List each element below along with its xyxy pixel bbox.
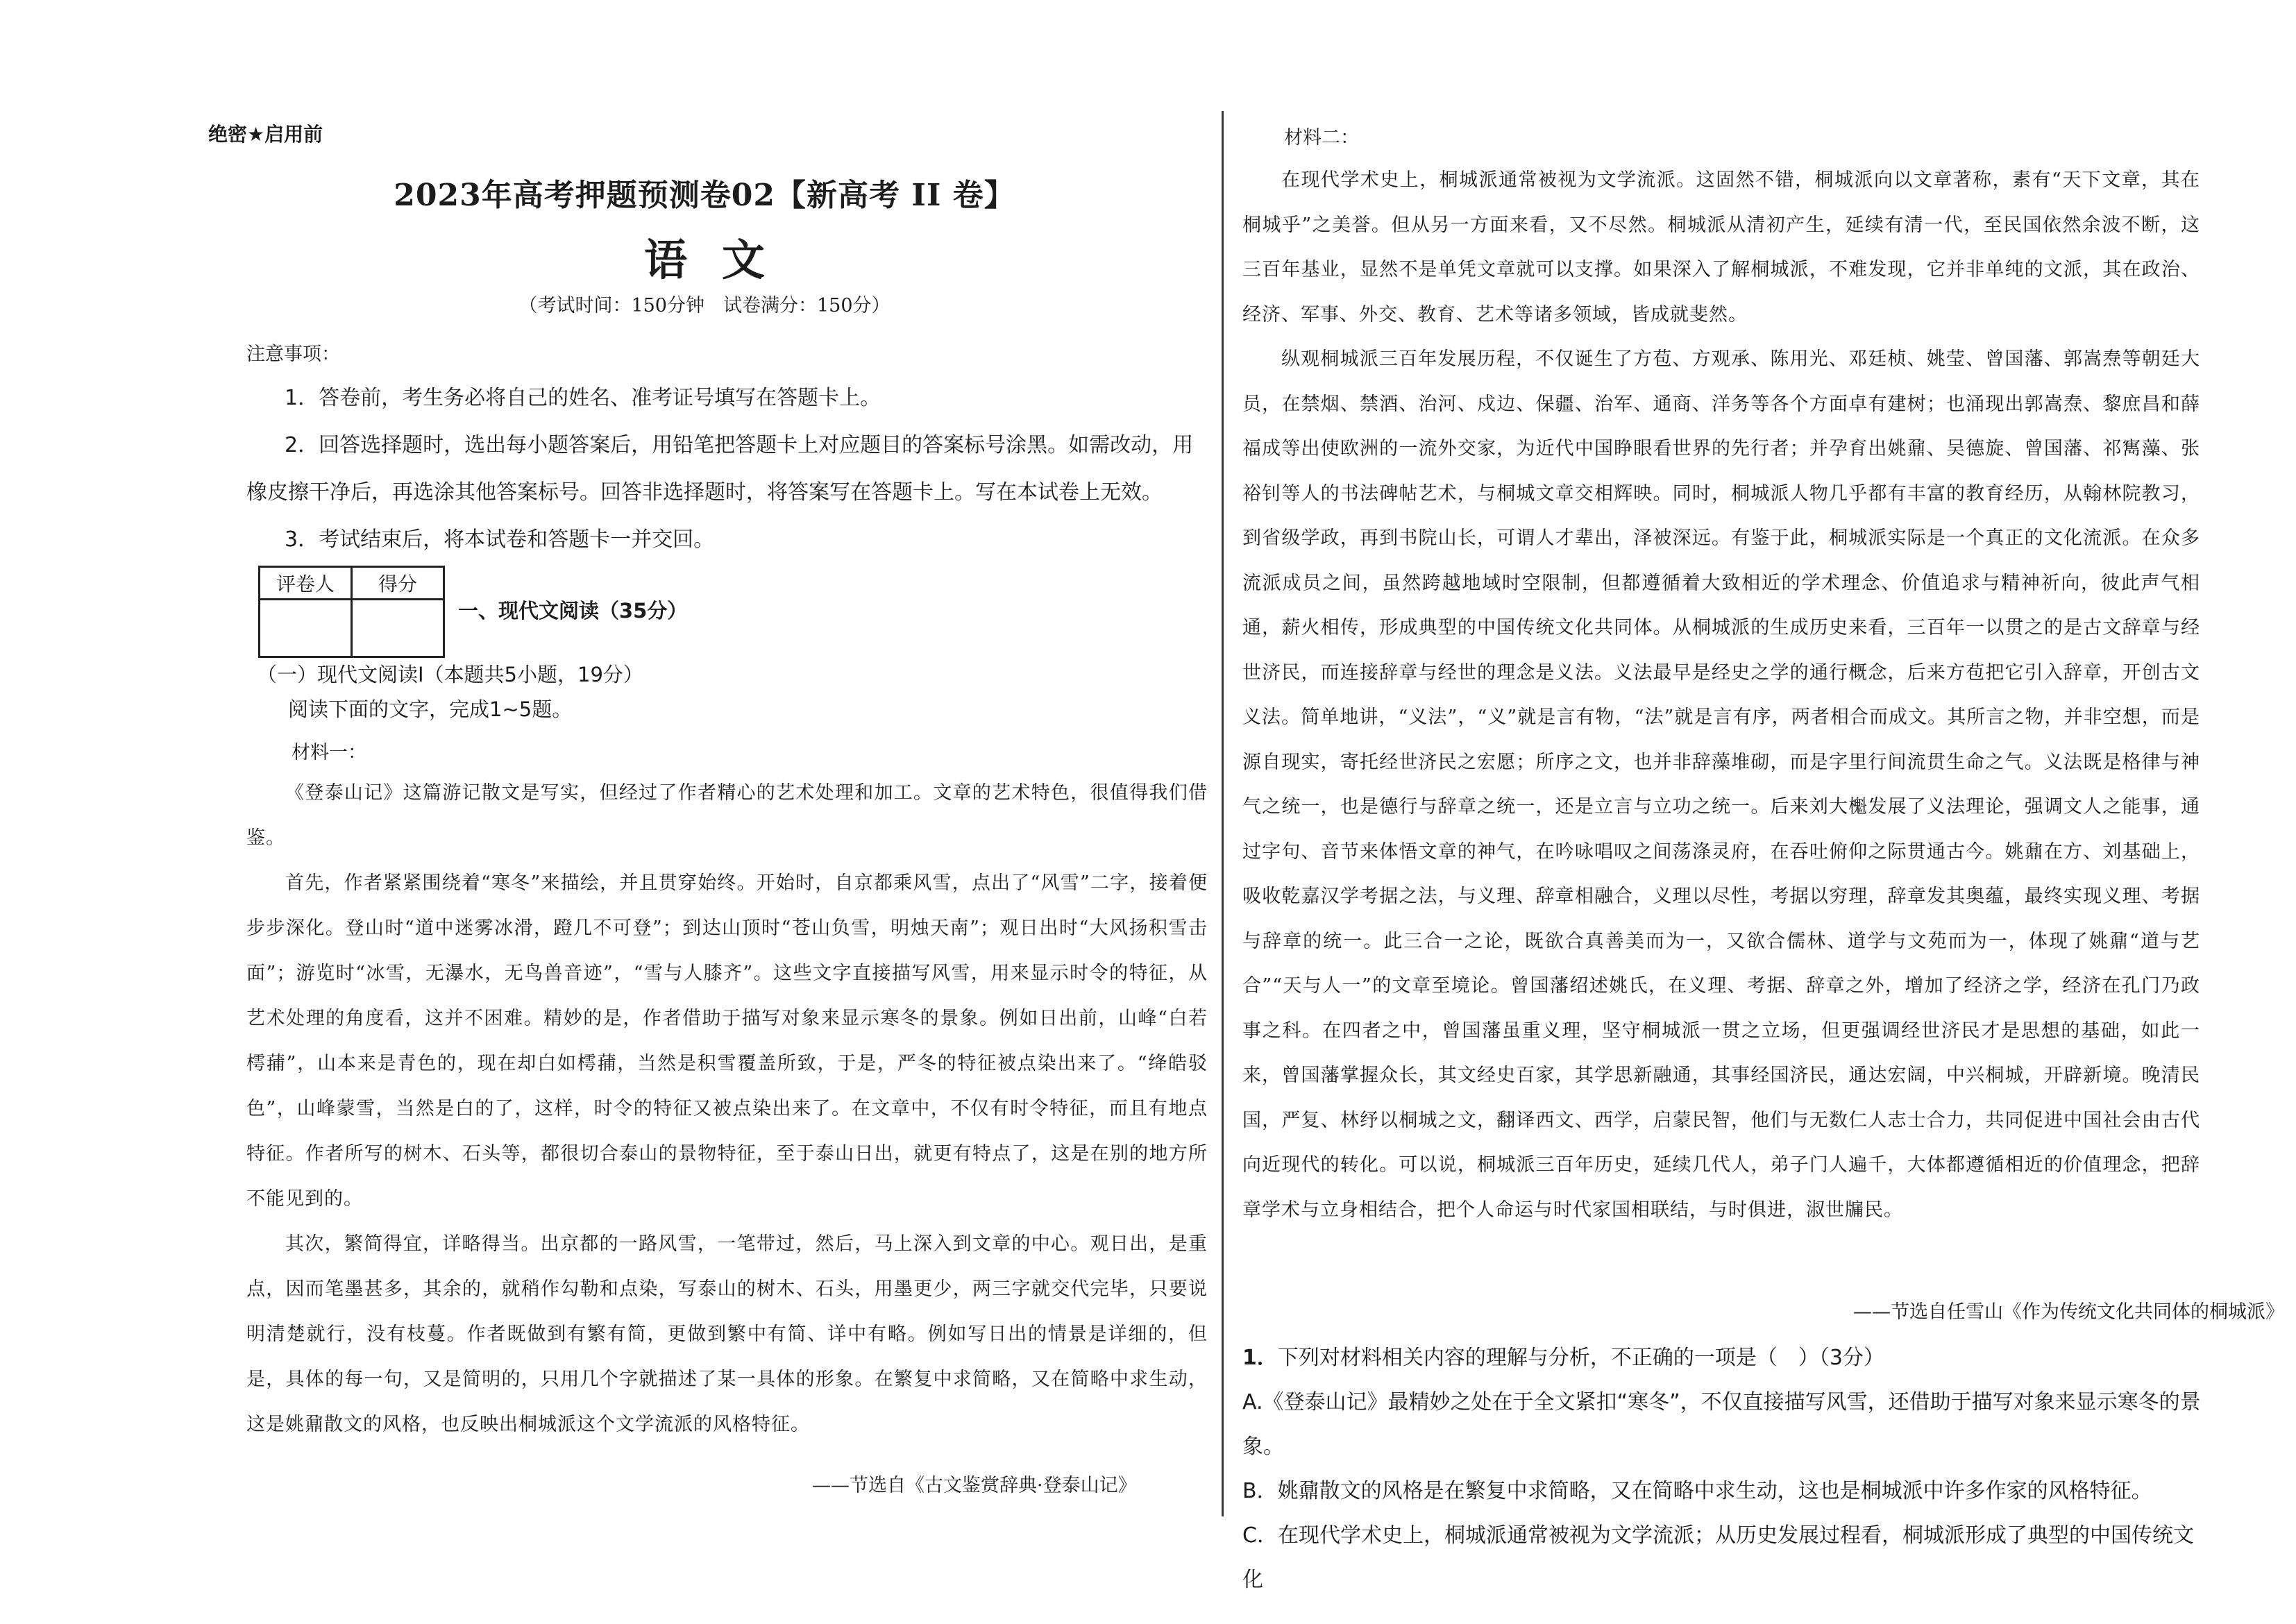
score-table [258, 566, 445, 658]
passage-paragraph: 其次，繁简得宜，详略得当。出京都的一路风雪，一笔带过，然后，马上深入到文章的中心。观日出，是重点，因而笔墨甚多，其余的，就稍作勾勒和点染，写泰山的树木、石头，用墨更少，两三字就交代完毕，只要说明清楚就行，没有枝蔓。作者既做到有繁有简，更做到繁中有简、详中有略。例如写日出的情景是详细的，但是，具体的每一句，又是简明的，只用几个字就描述了某一具体的形象。在繁复中求简略，又在简略中求生动，这是姚鼐散文的风格，也反映出桐城派这个文学流派的风格特征。 [246, 1233, 1208, 1435]
question-stem [1242, 1336, 2207, 1380]
material2-passage [1242, 158, 2200, 1233]
material2-source: ——节选自任雪山《作为传统文化共同体的桐城派》 [1853, 1301, 2284, 1323]
passage-paragraph: 首先，作者紧紧围绕着“寒冬”来描绘，并且贯穿始终。开始时，自京都乘风雪，点出了“风雪”二字，接着便步步深化。登山时“道中迷雾冰滑，蹬几不可登”；到达山顶时“苍山负雪，明烛天南”；观日出时“大风扬积雪击面”；游览时“冰雪，无瀑水，无鸟兽音迹”，“雪与人膝齐”。这些文字直接描写风雪，用来显示时令的特征，从艺术处理的角度看，这并不困难。精妙的是，作者借助于描写对象来显示寒冬的景象。例如日出前，山峰“白若樗蒱”，山本来是青色的，现在却白如樗蒱，当然是积雪覆盖所致，于是，严冬的特征被点染出来了。“绛皓驳色”，山峰蒙雪，当然是白的了，这样，时令的特征又被点染出来了。在文章中，不仅有时令特征，而且有地点特征。作者所写的树木、石头等，都很切合泰山的景物特征，至于泰山日出，就更有特点了，这是在别的地方所不能见到的。 [246, 872, 1208, 1210]
option-c: C．在现代学术史上，桐城派通常被视为文学流派；从历史发展过程看，桐城派形成了典型的中国传统文化 [1242, 1523, 2194, 1592]
reading-instruction: 阅读下面的文字，完成1~5题。 [288, 697, 573, 721]
confidential-mark: 绝密★启用前 [208, 123, 323, 146]
exam-time-info: （考试时间：150分钟 试卷满分：150分） [518, 295, 890, 316]
subsection-heading: （一）现代文阅读Ⅰ（本题共5小题，19分） [257, 663, 643, 686]
option-a: A.《登泰山记》最精妙之处在于全文紧扣“寒冬”，不仅直接描写风雪，还借助于描写对象来显示寒冬的景象。 [1242, 1390, 2201, 1459]
notice-item: 1．答卷前，考生务必将自己的姓名、准考证号填写在答题卡上。 [285, 386, 881, 410]
section-heading: 一、现代文阅读（35分） [458, 599, 688, 623]
score-table-grader-cell [260, 600, 352, 657]
question-stem-text: 下列对材料相关内容的理解与分析，不正确的一项是（ ）（3分） [1277, 1346, 1884, 1370]
score-table-score-header: 得分 [352, 567, 444, 600]
option-b: B．姚鼐散文的风格是在繁复中求简略，又在简略中求生动，这也是桐城派中许多作家的风格特征。 [1242, 1479, 2152, 1503]
question-1 [1242, 1336, 2207, 1602]
subject-title: 语文 [643, 235, 800, 285]
column-divider [1222, 111, 1224, 1516]
notice-list [246, 375, 1204, 564]
material2-label: 材料二： [1284, 127, 1359, 149]
passage-paragraph: 《登泰山记》这篇游记散文是写实，但经过了作者精心的艺术处理和加工。文章的艺术特色，很值得我们借鉴。 [246, 782, 1208, 849]
question-number: 1． [1242, 1346, 1278, 1370]
material1-source: ——节选自《古文鉴赏辞典·登泰山记》 [812, 1475, 1137, 1496]
passage-paragraph: 纵观桐城派三百年发展历程，不仅诞生了方苞、方观承、陈用光、邓廷桢、姚莹、曾国藩、郭嵩焘等朝廷大员，在禁烟、禁酒、治河、戍边、保疆、治军、通商、洋务等各个方面卓有建树；也涌现出郭嵩焘、黎庶昌和薛福成等出使欧洲的一流外交家，为近代中国睁眼看世界的先行者；并孕育出姚鼐、吴德旋、曾国藩、祁寯藻、张裕钊等人的书法碑帖艺术，与桐城文章交相辉映。同时，桐城派人物几乎都有丰富的教育经历，从翰林院教习，到省级学政，再到书院山长，可谓人才辈出，泽被深远。有鉴于此，桐城派实际是一个真正的文化流派。在众多流派成员之间，虽然跨越地域时空限制，但都遵循着大致相近的学术理念、价值追求与精神祈向，彼此声气相通，薪火相传，形成典型的中国传统文化共同体。从桐城派的生成历史来看，三百年一以贯之的是古文辞章与经世济民，而连接辞章与经世的理念是义法。义法最早是经史之学的通行概念，后来方苞把它引入辞章，开创古文义法。简单地讲，“义法”，“义”就是言有物，“法”就是言有序，两者相合而成文。其所言之物，并非空想，而是源自现实，寄托经世济民之宏愿；所序之文，也并非辞藻堆砌，而是字里行间流贯生命之气。义法既是格律与神气之统一，也是德行与辞章之统一，还是立言与立功之统一。后来刘大櫆发展了义法理论，强调文人之能事，通过字句、音节来体悟文章的神气，在吟咏唱叹之间荡涤灵府，在吞吐俯仰之际贯通古今。姚鼐在方、刘基础上，吸收乾嘉汉学考据之法，与义理、辞章相融合，义理以尽性，考据以穷理，辞章发其奥蕴，最终实现义理、考据与辞章的统一。此三合一之论，既欲合真善美而为一，又欲合儒林、道学与文苑而为一，体现了姚鼐“道与艺合”“天与人一”的文章至境论。曾国藩绍述姚氏，在义理、考据、辞章之外，增加了经济之学，经济在孔门乃政事之科。在四者之中，曾国藩虽重义理，坚守桐城派一贯之立场，但更强调经世济民才是思想的基础，如此一来，曾国藩掌握众长，其文经史百家，其学思新融通，其事经国济民，通达宏阔，中兴桐城，开辟新境。晚清民国，严复、林纾以桐城之文，翻译西文、西学，启蒙民智，他们与无数仁人志士合力，共同促进中国社会由古代向近现代的转化。可以说，桐城派三百年历史，延续几代人，弟子门人遍千，大体都遵循相近的价值理念，把辞章学术与立身相结合，把个人命运与时代家国相联结，与时俱进，淑世牖民。 [1242, 348, 2200, 1221]
notice-item: 2．回答选择题时，选出每小题答案后，用铅笔把答题卡上对应题目的答案标号涂黑。如需改动，用橡皮擦干净后，再选涂其他答案标号。回答非选择题时，将答案写在答题卡上。写在本试卷上无效。 [246, 433, 1194, 505]
passage-paragraph: 在现代学术史上，桐城派通常被视为文学流派。这固然不错，桐城派向以文章著称，素有“天下文章，其在桐城乎”之美誉。但从另一方面来看，又不尽然。桐城派从清初产生，延续有清一代，至民国依然余波不断，这三百年基业，显然不是单凭文章就可以支撑。如果深入了解桐城派，不难发现，它并非单纯的文派，其在政治、经济、军事、外交、教育、艺术等诸多领域，皆成就斐然。 [1242, 169, 2200, 325]
exam-title: 2023年高考押题预测卷02【新高考 II 卷】 [394, 178, 1015, 213]
score-table-score-cell [352, 600, 444, 657]
material1-passage [246, 770, 1208, 1447]
score-table-grader-header: 评卷人 [260, 567, 352, 600]
notice-label: 注意事项： [246, 344, 340, 365]
material1-label: 材料一： [292, 742, 366, 763]
notice-item: 3．考试结束后，将本试卷和答题卡一并交回。 [285, 527, 715, 552]
